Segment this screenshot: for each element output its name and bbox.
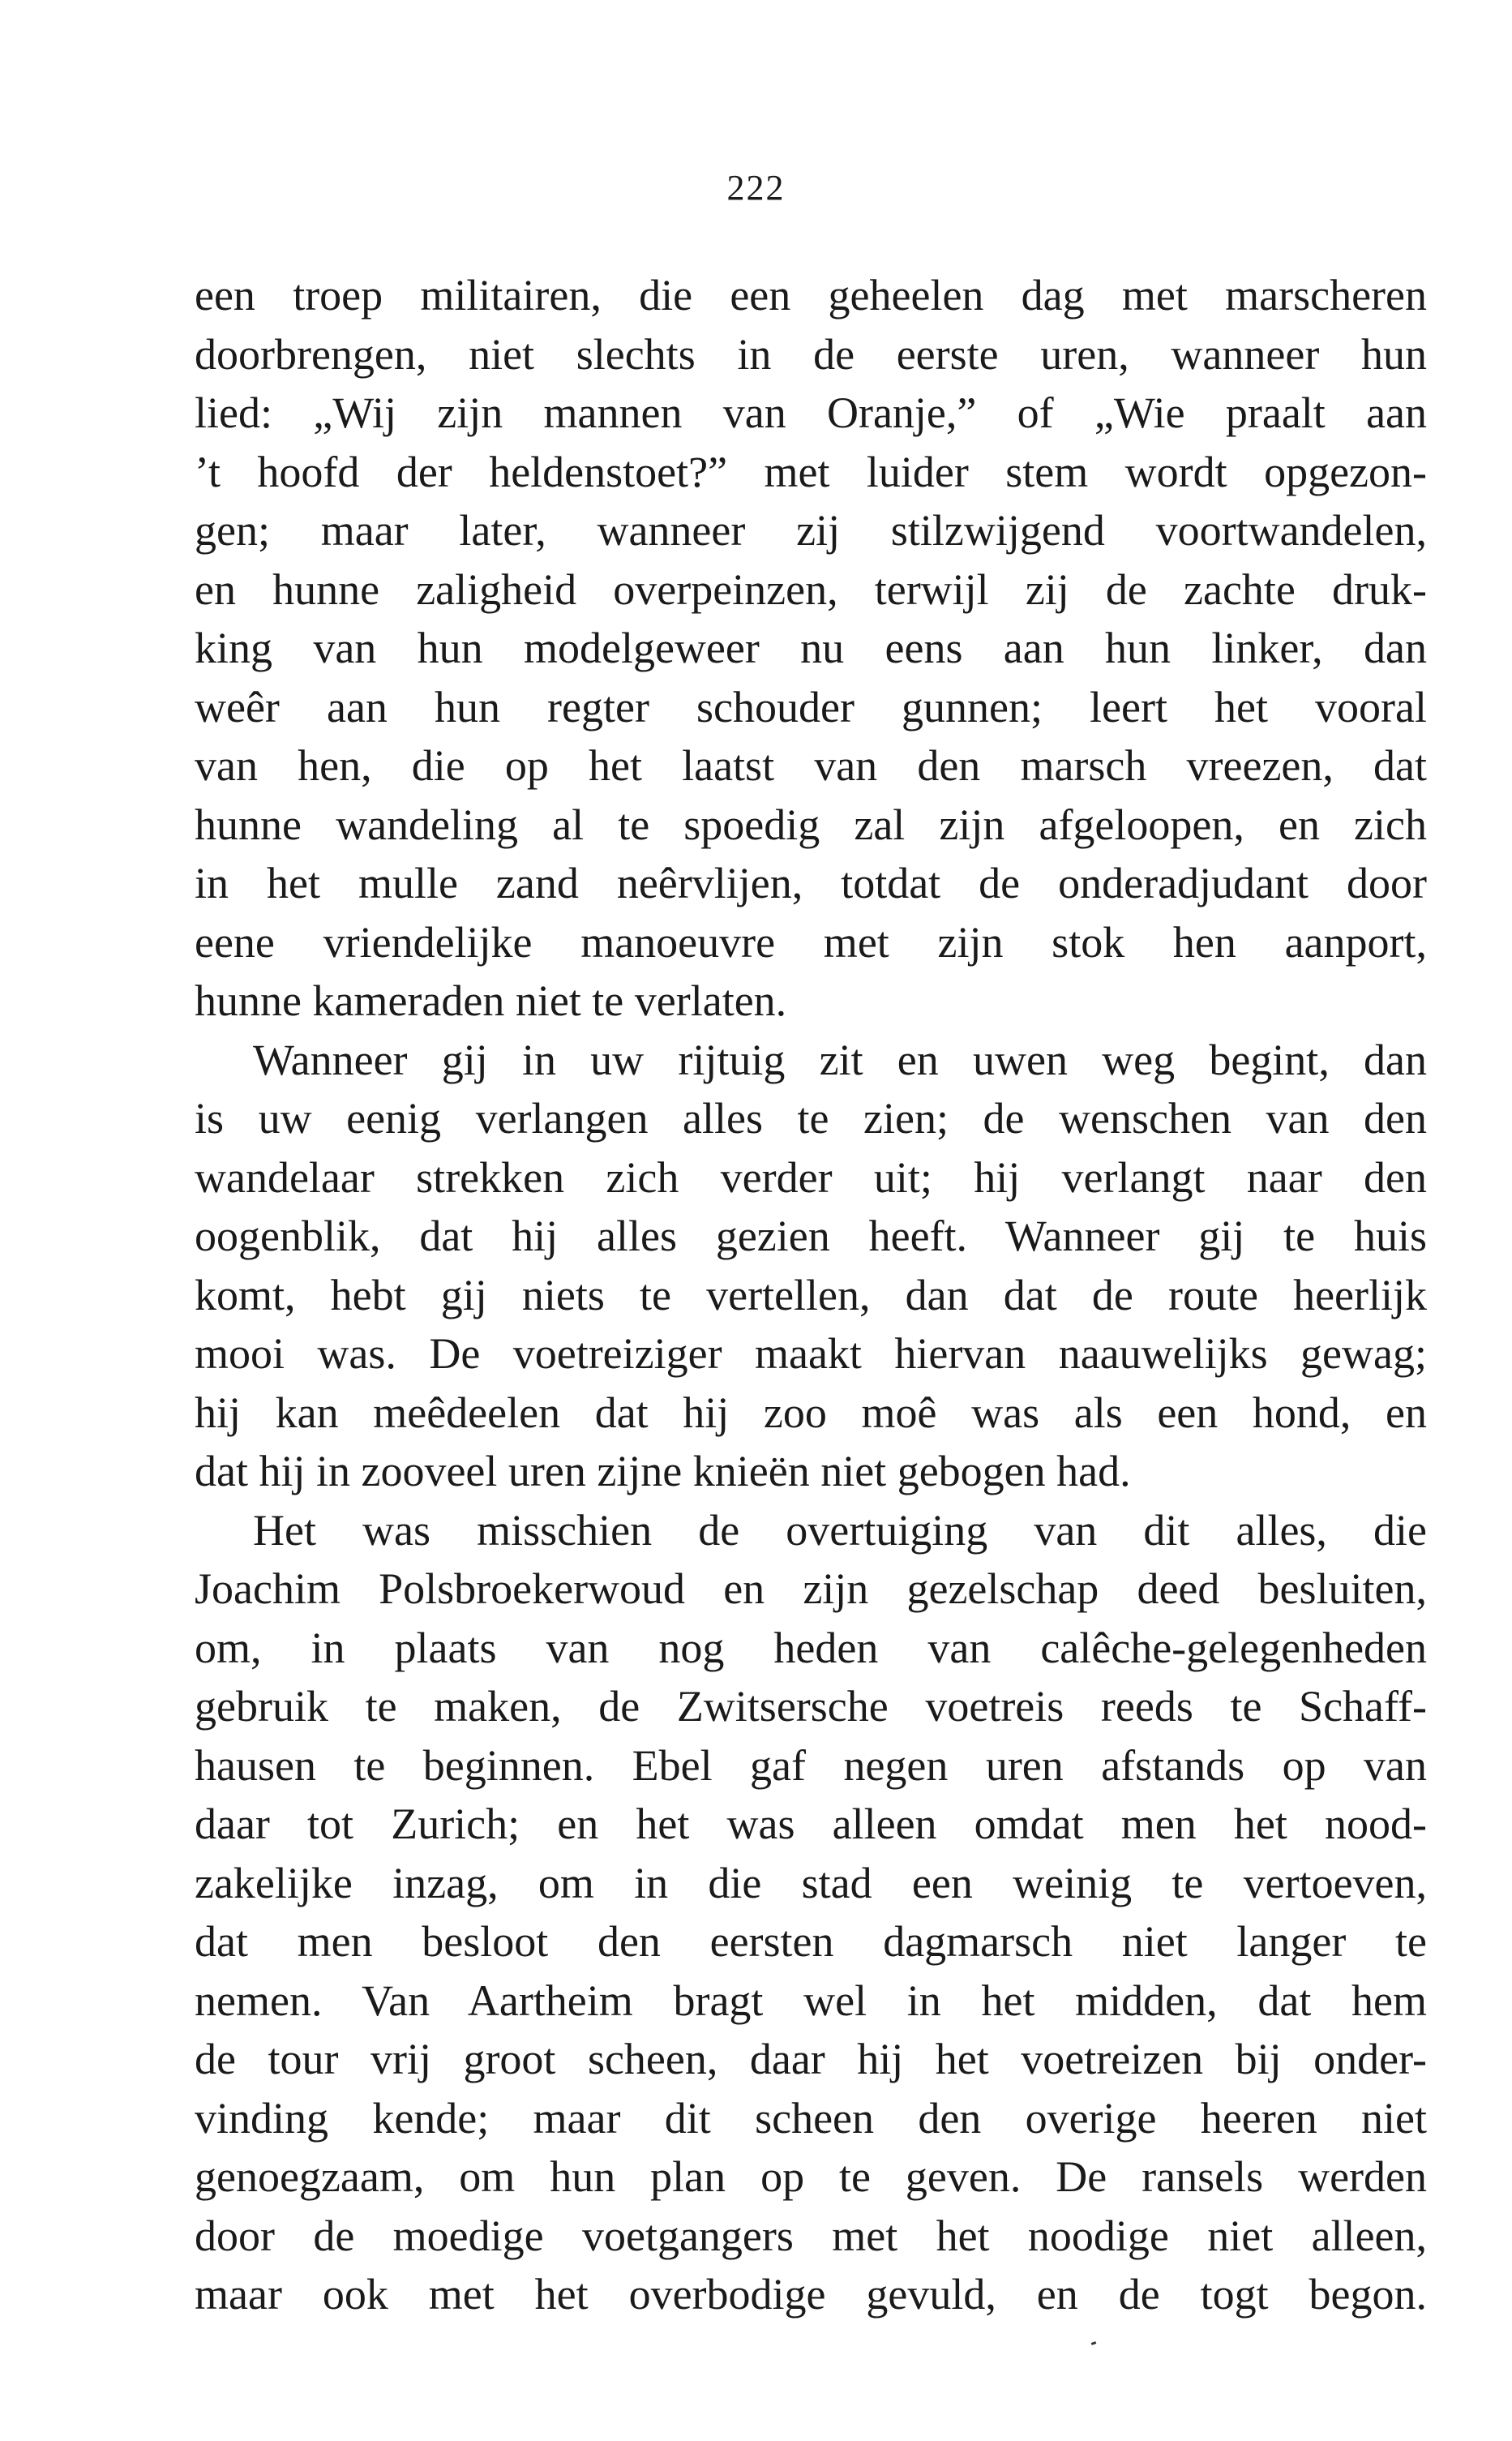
text-line: weêr aan hun regter schouder gunnen; leert het vooral [195,682,1427,731]
text-line: gen; maar later, wanneer zij stilzwijgend voortwandelen, [195,506,1427,555]
text-line: komt, hebt gij niets te vertellen, dan dat de route heerlijk [195,1270,1427,1319]
text-line: van hen, die op het laatst van den marsch vreezen, dat [195,741,1427,790]
text-line: de tour vrij groot scheen, daar hij het voetreizen bij onder- [195,2035,1427,2083]
text-line: en hunne zaligheid overpeinzen, terwijl zij de zachte druk- [195,564,1427,614]
text-line: gebruik te maken, de Zwitsersche voetreis reeds te Schaff- [195,1682,1427,1731]
text-line: nemen. Van Aartheim bragt wel in het midden, dat hem [195,1976,1427,2025]
text-line: eene vriendelijke manoeuvre met zijn stok hen aanport, [195,917,1427,967]
text-line: vinding kende; maar dit scheen den overige heeren niet [195,2093,1427,2143]
text-line: oogenblik, dat hij alles gezien heeft. Wanneer gij te huis [195,1212,1427,1260]
text-line: hij kan meêdeelen dat hij zoo moê was als een hond, en [195,1388,1427,1437]
text-line: is uw eenig verlangen alles te zien; de wenschen van den [195,1094,1427,1143]
text-line: daar tot Zurich; en het was alleen omdat men het nood- [195,1800,1427,1848]
text-line: wandelaar strekken zich verder uit; hij verlangt naar den [195,1152,1427,1202]
text-line: hunne kameraden niet te verlaten. [195,976,787,1025]
text-line: om, in plaats van nog heden van calêche-gelegenheden [195,1623,1427,1672]
text-line: mooi was. De voetreiziger maakt hiervan naauwelijks gewag; [195,1329,1427,1378]
text-line: lied: „Wij zijn mannen van Oranje,” of „Wie praalt aan [195,388,1427,437]
text-line: dat men besloot den eersten dagmarsch niet langer te [195,1917,1427,1966]
text-line: in het mulle zand neêrvlijen, totdat de onderadjudant door [195,859,1427,907]
text-line: door de moedige voetgangers met het noodige niet alleen, [195,2211,1427,2260]
text-line: hausen te beginnen. Ebel gaf negen uren afstands op van [195,1740,1427,1790]
paragraph-start-line: Het was misschien de overtuiging van dit alles, die [253,1505,1427,1555]
text-line: ’t hoofd der heldenstoet?” met luider stem wordt opgezon- [195,447,1427,496]
text-line: Joachim Polsbroekerwoud en zijn gezelschap deed besluiten, [195,1564,1427,1613]
text-line: zakelijke inzag, om in die stad een weinig te vertoeven, [195,1858,1427,1907]
text-line: genoegzaam, om hun plan op te geven. De ransels werden [195,2152,1427,2201]
text-line: hunne wandeling al te spoedig zal zijn afgeloopen, en zich [195,800,1427,849]
text-line: dat hij in zooveel uren zijne knieën niet gebogen had. [195,1447,1131,1495]
paragraph-start-line: Wanneer gij in uw rijtuig zit en uwen weg begint, dan [253,1035,1427,1084]
text-line: maar ook met het overbodige gevuld, en de togt begon. [195,2270,1427,2319]
page-number: 222 [726,168,786,208]
text-line: een troep militairen, die een geheelen dag met marscheren [195,271,1427,320]
text-line: king van hun modelgeweer nu eens aan hun linker, dan [195,624,1427,672]
body-text [195,266,1427,2324]
text-line: doorbrengen, niet slechts in de eerste uren, wanneer hun [195,329,1427,379]
ink-speck [1091,2341,1097,2345]
